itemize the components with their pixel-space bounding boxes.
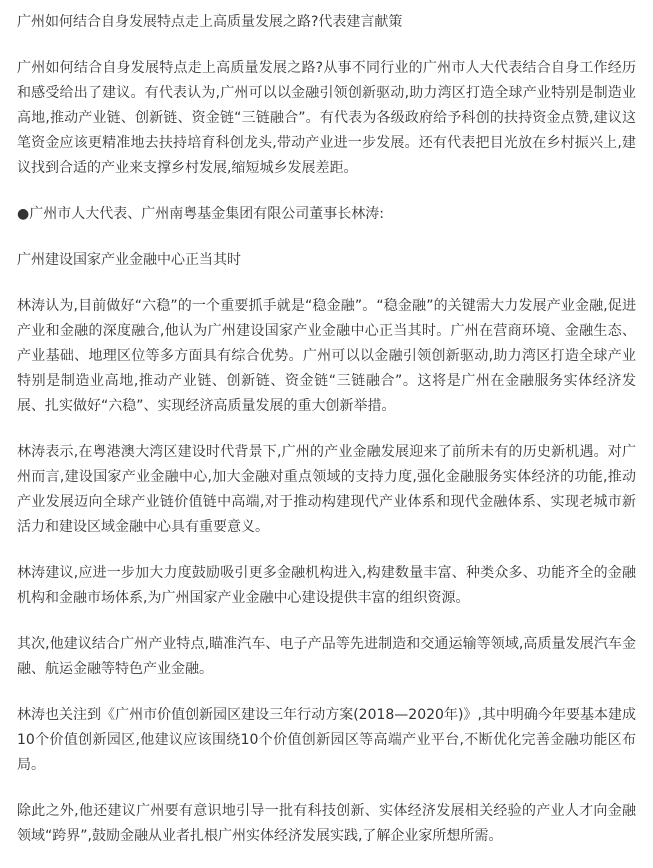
article-title: 广州如何结合自身发展特点走上高质量发展之路?代表建言献策 [17,14,403,30]
paragraph: 林涛认为,目前做好“六稳”的一个重要抓手就是“稳金融”。“稳金融”的关键需大力发展产业金融,促进产业和金融的深度融合,他认为广州建设国家产业金融中心正当其时。广州在营商环境、金融生态、产业基础、地理区位等多方面具有综合优势。广州可以以金融引领创新驱动,助力湾区打造全球产业特别是制造业高地,推动产业链、创新链、资金链“三链融合”。这将是广州在金融服务实体经济发展、扎实做好“六稳”、实现经济高质量发展的重大创新举措。 [17,298,636,414]
paragraph: 林涛表示,在粤港澳大湾区建设时代背景下,广州的产业金融发展迎来了前所未有的历史新机遇。对广州而言,建设国家产业金融中心,加大金融对重点领域的支持力度,强化金融服务实体经济的功能,推动产业发展迈向全球产业链价值链中高端,对于推动构建现代产业体系和现代金融体系、实现老城市新活力和建设区域金融中心具有重要意义。 [17,444,636,535]
paragraph-speaker: ●广州市人大代表、广州南粤基金集团有限公司董事长林涛: [17,206,384,222]
paragraph: 除此之外,他还建议广州要有意识地引导一批有科技创新、实体经济发展相关经验的产业人才向金融领域“跨界”,鼓励金融从业者扎根广州实体经济发展实践,了解企业家所想所需。 [17,803,636,844]
paragraph: 其次,他建议结合广州产业特点,瞄准汽车、电子产品等先进制造和交通运输等领域,高质量发展汽车金融、航运金融等特色产业金融。 [17,636,636,677]
paragraph: 林涛也关注到《广州市价值创新园区建设三年行动方案(2018—2020年)》,其中明确今年要基本建成10个价值创新园区,他建议应该围绕10个价值创新园区等高端产业平台,不断优化完善金融功能区布局。 [17,707,636,773]
paragraph: 林涛建议,应进一步加大力度鼓励吸引更多金融机构进入,构建数量丰富、种类众多、功能齐全的金融机构和金融市场体系,为广州国家产业金融中心建设提供丰富的组织资源。 [17,565,636,606]
section-heading: 广州建设国家产业金融中心正当其时 [17,252,241,268]
paragraph-intro: 广州如何结合自身发展特点走上高质量发展之路?从事不同行业的广州市人大代表结合自身工作经历和感受给出了建议。有代表认为,广州可以以金融引领创新驱动,助力湾区打造全球产业特别是制造业高地,推动产业链、创新链、资金链“三链融合”。有代表为各级政府给予科创的扶持资金点赞,建议这笔资金应该更精准地去扶持培育科创龙头,带动产业进一步发展。还有代表把目光放在乡村振兴上,建议找到合适的产业来支撑乡村发展,缩短城乡发展差距。 [17,60,636,176]
